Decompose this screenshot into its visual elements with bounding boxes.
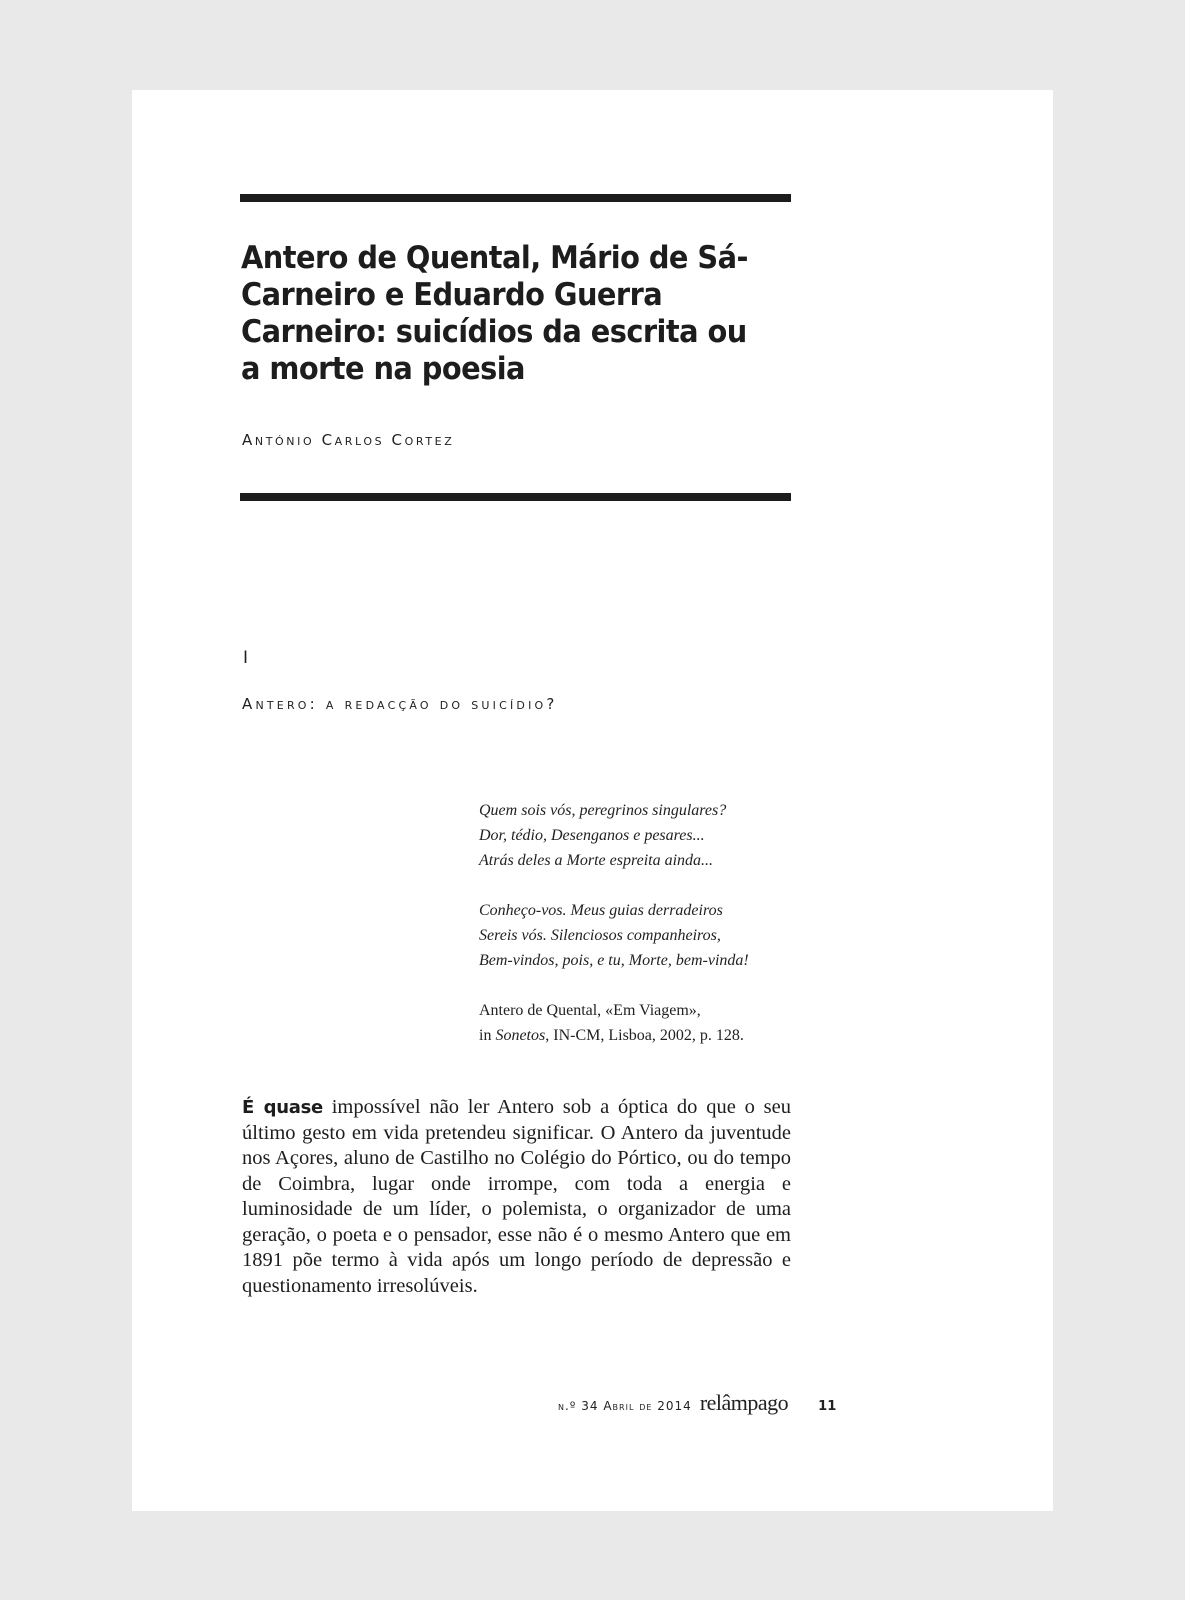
- article-title: Antero de Quental, Mário de Sá-Carneiro e Eduardo Guerra Carneiro: suicídios da escrita ou a morte na poesia: [241, 240, 748, 387]
- source-prefix: in: [479, 1027, 496, 1044]
- epigraph: [479, 798, 749, 1048]
- verse-line: Quem sois vós, peregrinos singulares?: [479, 802, 727, 819]
- source-line: [479, 1023, 749, 1048]
- page-number: 11: [818, 1399, 837, 1414]
- paragraph-text: impossível não ler Antero sob a óptica do que o seu último gesto em vida pretendeu significar. O Antero da juventude nos Açores, aluno de Castilho no Colégio do Pórtico, ou do tempo de Coimbra, lugar onde irrompe, com toda a energia e luminosidade de um líder, o polemista, o organizador de uma geração, o poeta e o pensador, esse não é o mesmo Antero que em 1891 põe termo à vida após um longo período de depressão e questionamento irresolúveis.: [242, 1096, 791, 1297]
- lead-in: É quase: [242, 1097, 323, 1118]
- source-line: Antero de Quental, «Em Viagem»,: [479, 1002, 701, 1019]
- body-paragraph: [242, 1095, 791, 1299]
- top-rule: [240, 194, 791, 202]
- verse-line: Dor, tédio, Desenganos e pesares...: [479, 827, 705, 844]
- source-suffix: , IN-CM, Lisboa, 2002, p. 128.: [545, 1027, 744, 1044]
- epigraph-stanza: [479, 798, 749, 873]
- verse-line: Bem-vindos, pois, e tu, Morte, bem-vinda!: [479, 952, 749, 969]
- document-page: [132, 90, 1053, 1511]
- article-author: António Carlos Cortez: [242, 431, 455, 449]
- issue-info: n.º 34 Abril de 2014: [558, 1399, 692, 1413]
- magazine-name: relâmpago: [699, 1390, 789, 1415]
- bottom-rule: [240, 493, 791, 501]
- verse-line: Sereis vós. Silenciosos companheiros,: [479, 927, 721, 944]
- verse-line: Conheço-vos. Meus guias derradeiros: [479, 902, 723, 919]
- section-title: Antero: a redacção do suicídio?: [242, 695, 558, 713]
- verse-line: Atrás deles a Morte espreita ainda...: [479, 852, 714, 869]
- source-book-title: Sonetos: [495, 1027, 546, 1044]
- page-footer: [558, 1390, 836, 1416]
- epigraph-stanza: [479, 898, 749, 973]
- section-number: I: [243, 648, 249, 668]
- epigraph-source: [479, 998, 749, 1048]
